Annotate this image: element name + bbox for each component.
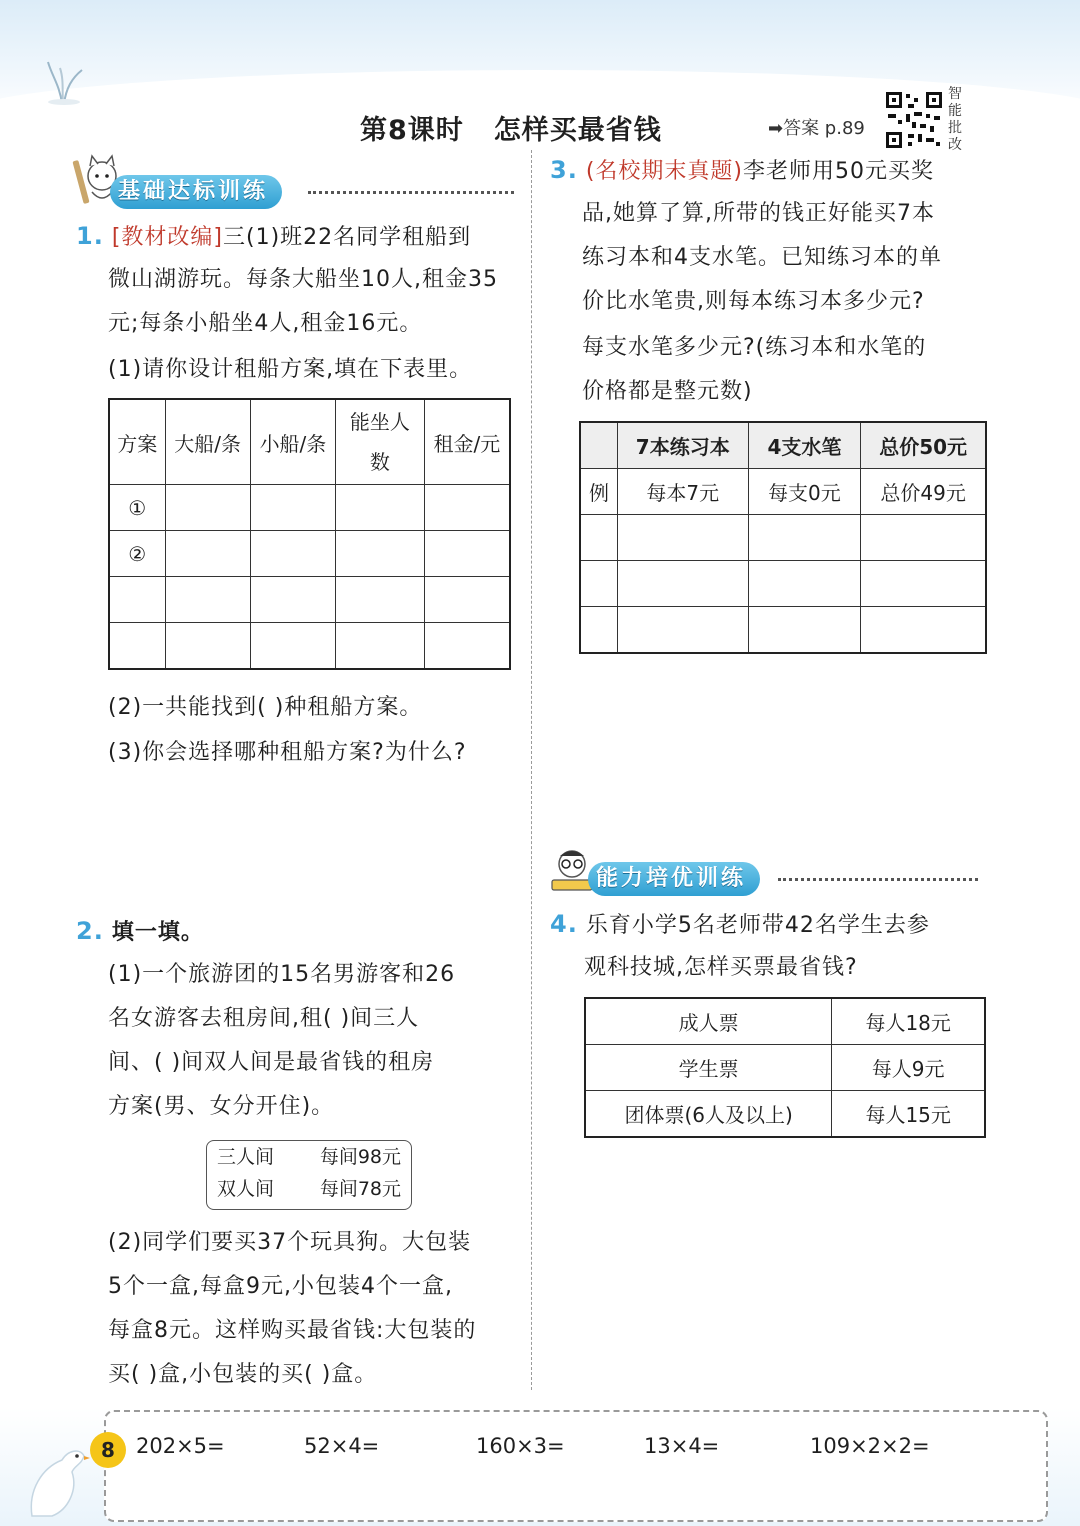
q3-line3: 练习本和4支水笔。已知练习本的单 xyxy=(582,245,942,270)
q1-line3: 元;每条小船坐4人,租金16元。 xyxy=(108,311,423,336)
table-cell: 成人票 xyxy=(585,998,832,1045)
table-cell[interactable] xyxy=(250,623,335,670)
section-advanced-label: 能力培优训练 xyxy=(588,862,760,896)
table-cell[interactable] xyxy=(336,577,425,623)
table-cell: 总价49元 xyxy=(861,469,986,515)
table-cell[interactable] xyxy=(424,577,510,623)
table-cell: 团体票(6人及以上) xyxy=(585,1091,832,1138)
table-cell: 每人15元 xyxy=(832,1091,985,1138)
q2-sub1-line2[interactable]: 名女游客去租房间,租( )间三人 xyxy=(108,1006,420,1031)
q3-line1: 3. (名校期末真题)李老师用50元买奖 xyxy=(550,156,934,184)
q4-line2: 观科技城,怎样买票最省钱? xyxy=(584,955,858,980)
answer-reference[interactable]: ➡答案 p.89 xyxy=(768,118,865,139)
table-cell[interactable] xyxy=(861,515,986,561)
q1-plan-table xyxy=(108,398,511,670)
price-row: 三人间 每间98元 xyxy=(217,1146,401,1168)
table-cell[interactable] xyxy=(165,623,250,670)
q1-line1: 1. [教材改编]三(1)班22名同学租船到 xyxy=(76,222,472,250)
table-cell[interactable] xyxy=(336,531,425,577)
q2-sub2-line2: 5个一盒,每盒9元,小包装4个一盒, xyxy=(108,1274,453,1299)
calc-item[interactable]: 13×4= xyxy=(644,1434,720,1458)
q2-sub2-line1: (2)同学们要买37个玩具狗。大包装 xyxy=(108,1230,472,1255)
qr-label: 智 能 批 改 xyxy=(948,86,962,153)
qr-code-icon[interactable] xyxy=(884,90,944,150)
q3-line5: 每支水笔多少元?(练习本和水笔的 xyxy=(582,335,927,360)
q2-sub1-line4: 方案(男、女分开住)。 xyxy=(108,1094,335,1119)
q2-sub1-line1: (1)一个旅游团的15名男游客和26 xyxy=(108,962,456,987)
calc-item[interactable]: 202×5= xyxy=(136,1434,225,1458)
section-advanced xyxy=(588,862,988,902)
q3-line4: 价比水笔贵,则每本练习本多少元? xyxy=(582,289,925,314)
table-cell[interactable] xyxy=(165,485,250,531)
table-cell[interactable] xyxy=(336,485,425,531)
lesson-topic: 怎样买最省钱 xyxy=(493,115,662,146)
q2-sub1-line3[interactable]: 间、( )间双人间是最省钱的租房 xyxy=(108,1050,435,1075)
table-cell[interactable] xyxy=(580,607,617,654)
table-cell[interactable] xyxy=(250,577,335,623)
room-price-box xyxy=(206,1140,412,1210)
q1-sub2[interactable]: (2)一共能找到( )种租船方案。 xyxy=(108,695,423,720)
bird-decoration-icon xyxy=(22,1420,92,1520)
section-dots xyxy=(778,878,978,881)
section-basic-label: 基础达标训练 xyxy=(110,175,282,209)
table-cell[interactable] xyxy=(617,561,748,607)
q2-title: 2. 填一填。 xyxy=(76,917,204,945)
table-cell[interactable] xyxy=(748,561,861,607)
column-divider xyxy=(531,150,533,1390)
lesson-number: 第8课时 xyxy=(360,115,464,146)
table-cell[interactable] xyxy=(861,561,986,607)
calc-item[interactable]: 160×3= xyxy=(476,1434,565,1458)
table-cell[interactable] xyxy=(580,561,617,607)
table-header: 总价50元 xyxy=(861,422,986,469)
table-cell: 每本7元 xyxy=(617,469,748,515)
table-header: 大船/条 xyxy=(165,399,250,485)
table-header: 7本练习本 xyxy=(617,422,748,469)
q1-sub3: (3)你会选择哪种租船方案?为什么? xyxy=(108,740,467,765)
table-cell[interactable] xyxy=(861,607,986,654)
table-cell[interactable] xyxy=(748,515,861,561)
table-cell[interactable] xyxy=(424,623,510,670)
plant-decoration-icon xyxy=(42,56,102,106)
table-cell[interactable] xyxy=(748,607,861,654)
price-row: 双人间 每间78元 xyxy=(217,1178,401,1200)
table-cell[interactable] xyxy=(580,515,617,561)
table-cell: 学生票 xyxy=(585,1045,832,1091)
table-cell[interactable] xyxy=(336,623,425,670)
q2-sub2-line4[interactable]: 买( )盒,小包装的买( )盒。 xyxy=(108,1362,378,1387)
table-cell: ② xyxy=(109,531,165,577)
q3-price-table xyxy=(579,421,987,654)
table-header: 4支水笔 xyxy=(748,422,861,469)
table-header: 租金/元 xyxy=(424,399,510,485)
q3-line2: 品,她算了算,所带的钱正好能买7本 xyxy=(582,201,935,226)
q1-sub1: (1)请你设计租船方案,填在下表里。 xyxy=(108,357,473,382)
table-cell[interactable] xyxy=(250,531,335,577)
table-cell: ① xyxy=(109,485,165,531)
table-cell[interactable] xyxy=(109,623,165,670)
section-basic xyxy=(110,175,510,215)
q4-line1: 4. 乐育小学5名老师带42名学生去参 xyxy=(550,910,930,938)
calc-item[interactable]: 52×4= xyxy=(304,1434,380,1458)
table-cell[interactable] xyxy=(617,607,748,654)
q1-line2: 微山湖游玩。每条大船坐10人,租金35 xyxy=(108,267,498,292)
table-cell[interactable] xyxy=(424,531,510,577)
table-cell: 例 xyxy=(580,469,617,515)
table-cell[interactable] xyxy=(424,485,510,531)
mental-math-box xyxy=(104,1410,1048,1522)
page-title xyxy=(360,108,662,147)
table-cell[interactable] xyxy=(165,531,250,577)
table-cell[interactable] xyxy=(250,485,335,531)
table-header xyxy=(580,422,617,469)
section-dots xyxy=(308,191,514,194)
table-header: 方案 xyxy=(109,399,165,485)
page-number: 8 xyxy=(90,1432,126,1468)
calc-item[interactable]: 109×2×2= xyxy=(810,1434,930,1458)
q4-ticket-table xyxy=(584,997,986,1138)
table-cell: 每人9元 xyxy=(832,1045,985,1091)
q2-sub2-line3: 每盒8元。这样购买最省钱:大包装的 xyxy=(108,1318,477,1343)
table-cell[interactable] xyxy=(109,577,165,623)
table-cell: 每支0元 xyxy=(748,469,861,515)
table-cell: 每人18元 xyxy=(832,998,985,1045)
table-header: 能坐人数 xyxy=(336,399,425,485)
table-header: 小船/条 xyxy=(250,399,335,485)
table-cell[interactable] xyxy=(165,577,250,623)
q3-line6: 价格都是整元数) xyxy=(582,379,753,404)
table-cell[interactable] xyxy=(617,515,748,561)
